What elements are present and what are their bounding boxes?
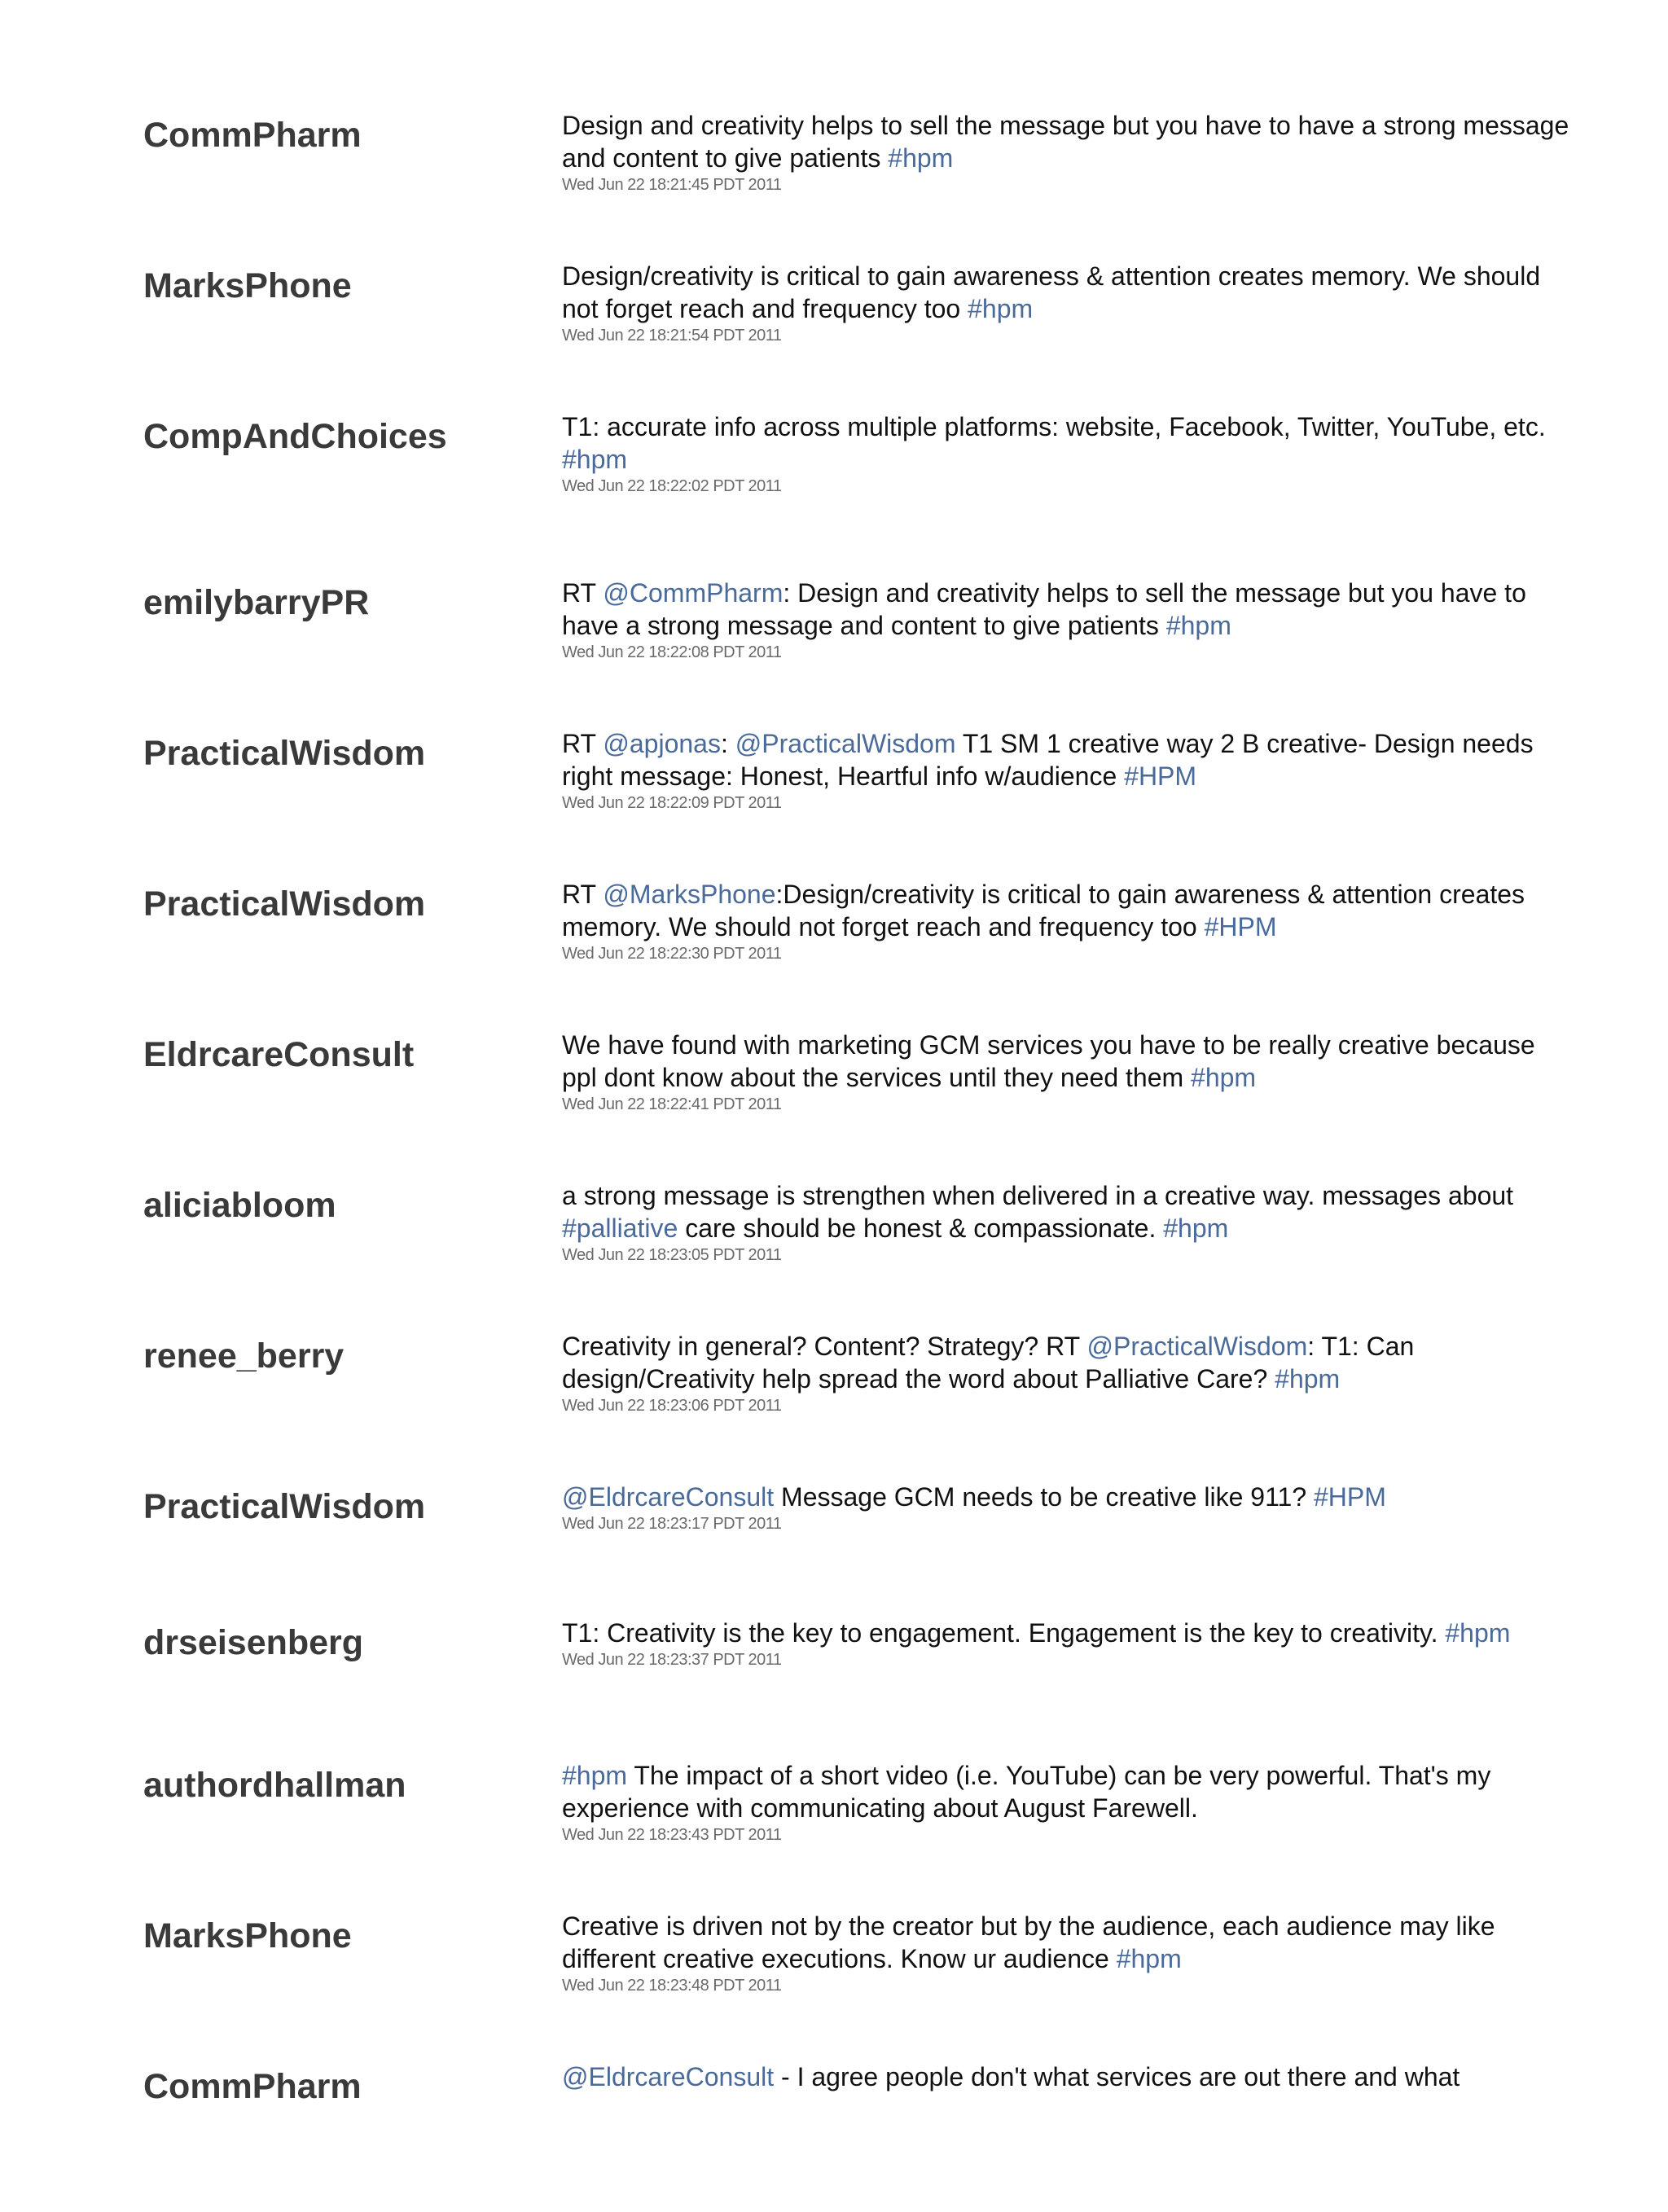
tweet-text-segment: Design/creativity is critical to gain awareness & attention creates memory. We should not forget reach and frequency too xyxy=(562,261,1541,323)
tweet-timestamp: Wed Jun 22 18:23:17 PDT 2011 xyxy=(562,1515,782,1533)
hashtag-link[interactable]: #hpm xyxy=(1191,1063,1257,1092)
tweet-text-segment: RT xyxy=(562,880,604,909)
tweet-row xyxy=(0,1618,1668,1768)
tweet-row xyxy=(0,261,1668,411)
tweet-text xyxy=(562,410,1572,476)
tweet-text-segment: Design and creativity helps to sell the message but you have to have a strong message and content to give patients xyxy=(562,111,1569,173)
tweet-text xyxy=(562,260,1572,325)
hashtag-link[interactable]: #hpm xyxy=(1445,1618,1511,1648)
tweet-body xyxy=(562,1617,1572,1670)
tweet-text xyxy=(562,109,1572,174)
mention-link[interactable]: @MarksPhone xyxy=(603,880,776,909)
tweet-row xyxy=(0,1911,1668,2061)
tweet-text xyxy=(562,577,1572,642)
tweet-text-segment: : xyxy=(720,729,735,758)
tweet-body xyxy=(562,2061,1572,2093)
hashtag-link[interactable]: #hpm xyxy=(1116,1944,1182,1973)
tweet-row xyxy=(0,2062,1668,2212)
tweet-username[interactable]: EldrcareConsult xyxy=(143,1035,415,1074)
tweet-text xyxy=(562,1617,1572,1649)
tweet-text xyxy=(562,878,1572,943)
hashtag-link[interactable]: #hpm xyxy=(1165,611,1231,640)
tweet-row xyxy=(0,1332,1668,1481)
tweet-text-segment: :Design/creativity is critical to gain awareness & attention creates memory. We should not forget reach and frequency too xyxy=(562,880,1525,941)
tweet-username[interactable]: PracticalWisdom xyxy=(143,1487,426,1526)
tweet-timestamp: Wed Jun 22 18:23:48 PDT 2011 xyxy=(562,1977,782,1995)
hashtag-link[interactable]: #palliative xyxy=(562,1214,678,1243)
tweet-text xyxy=(562,1759,1572,1824)
tweet-text-segment: RT xyxy=(562,578,604,608)
tweet-row xyxy=(0,578,1668,728)
tweet-body xyxy=(562,727,1572,814)
mention-link[interactable]: @CommPharm xyxy=(603,578,784,608)
mention-link[interactable]: @EldrcareConsult xyxy=(562,2062,775,2091)
tweet-body xyxy=(562,1481,1572,1534)
tweet-text-segment: a strong message is strengthen when delivered in a creative way. messages about xyxy=(562,1181,1514,1210)
tweet-body xyxy=(562,109,1572,195)
mention-link[interactable]: @PracticalWisdom xyxy=(735,729,956,758)
tweet-row xyxy=(0,1030,1668,1180)
tweet-username[interactable]: drseisenberg xyxy=(143,1623,364,1662)
hashtag-link[interactable]: #hpm xyxy=(1163,1214,1229,1243)
tweet-username[interactable]: authordhallman xyxy=(143,1766,406,1805)
hashtag-link[interactable]: #hpm xyxy=(968,294,1034,323)
tweet-text-segment: T1 SM 1 creative way 2 B creative- Design needs right message: Honest, Heartful info w/audience xyxy=(562,729,1534,791)
hashtag-link[interactable]: #HPM xyxy=(1124,761,1197,791)
tweet-username[interactable]: PracticalWisdom xyxy=(143,734,426,773)
tweet-timestamp: Wed Jun 22 18:21:54 PDT 2011 xyxy=(562,327,782,345)
hashtag-link[interactable]: #HPM xyxy=(1204,912,1277,941)
tweet-body xyxy=(562,410,1572,497)
tweet-row xyxy=(0,111,1668,261)
tweet-body xyxy=(562,1910,1572,1996)
hashtag-link[interactable]: #HPM xyxy=(1314,1482,1386,1512)
tweet-text-segment: Creativity in general? Content? Strategy? RT xyxy=(562,1332,1087,1361)
tweet-row xyxy=(0,729,1668,879)
tweet-body xyxy=(562,878,1572,964)
tweet-username[interactable]: aliciabloom xyxy=(143,1186,336,1225)
tweet-body xyxy=(562,577,1572,663)
tweet-text-segment: T1: Creativity is the key to engagement. Engagement is the key to creativity. xyxy=(562,1618,1446,1648)
tweet-timestamp: Wed Jun 22 18:23:06 PDT 2011 xyxy=(562,1397,782,1415)
tweet-text xyxy=(562,1910,1572,1975)
tweet-text xyxy=(562,1029,1572,1094)
mention-link[interactable]: @apjonas xyxy=(603,729,721,758)
tweet-timestamp: Wed Jun 22 18:23:05 PDT 2011 xyxy=(562,1246,782,1264)
tweet-username[interactable]: renee_berry xyxy=(143,1336,345,1376)
tweet-text-segment: - I agree people don't what services are out there and what xyxy=(774,2062,1460,2091)
tweet-timestamp: Wed Jun 22 18:22:30 PDT 2011 xyxy=(562,945,782,963)
tweet-username[interactable]: PracticalWisdom xyxy=(143,884,426,924)
tweet-row xyxy=(0,880,1668,1029)
tweet-row xyxy=(0,1181,1668,1331)
hashtag-link[interactable]: #hpm xyxy=(562,1761,628,1790)
mention-link[interactable]: @PracticalWisdom xyxy=(1086,1332,1308,1361)
tweet-row xyxy=(0,412,1668,562)
tweet-body xyxy=(562,1759,1572,1846)
mention-link[interactable]: @EldrcareConsult xyxy=(562,1482,775,1512)
tweet-username[interactable]: MarksPhone xyxy=(143,266,352,305)
tweet-text-segment: T1: accurate info across multiple platforms: website, Facebook, Twitter, YouTube, etc. xyxy=(562,412,1546,441)
tweet-text-segment: care should be honest & compassionate. xyxy=(678,1214,1164,1243)
tweet-text-segment: Creative is driven not by the creator but by the audience, each audience may like different creative executions. Know ur audience xyxy=(562,1911,1495,1973)
tweet-body xyxy=(562,1330,1572,1416)
tweet-timestamp: Wed Jun 22 18:23:43 PDT 2011 xyxy=(562,1826,782,1844)
tweet-text-segment: : Design and creativity helps to sell the message but you have to have a strong message and content to give patients xyxy=(562,578,1526,640)
tweet-username[interactable]: CommPharm xyxy=(143,116,362,155)
tweet-text-segment: : T1: Can design/Creativity help spread the word about Palliative Care? xyxy=(562,1332,1415,1393)
tweet-text-segment: RT xyxy=(562,729,604,758)
tweet-text xyxy=(562,1330,1572,1395)
tweet-body xyxy=(562,260,1572,346)
hashtag-link[interactable]: #hpm xyxy=(1275,1364,1341,1393)
hashtag-link[interactable]: #hpm xyxy=(562,445,628,474)
tweet-body xyxy=(562,1179,1572,1266)
tweet-text-segment: We have found with marketing GCM services you have to be really creative because ppl dont know about the services until they need them xyxy=(562,1030,1535,1092)
tweet-text xyxy=(562,1179,1572,1244)
tweet-timestamp: Wed Jun 22 18:22:08 PDT 2011 xyxy=(562,643,782,661)
tweet-timestamp: Wed Jun 22 18:22:09 PDT 2011 xyxy=(562,794,782,812)
tweet-timestamp: Wed Jun 22 18:22:02 PDT 2011 xyxy=(562,477,782,495)
tweet-text xyxy=(562,727,1572,792)
tweet-timestamp: Wed Jun 22 18:22:41 PDT 2011 xyxy=(562,1095,782,1113)
hashtag-link[interactable]: #hpm xyxy=(888,143,954,173)
tweet-text xyxy=(562,2061,1572,2093)
tweet-username[interactable]: CommPharm xyxy=(143,2067,362,2106)
tweet-body xyxy=(562,1029,1572,1115)
tweet-username[interactable]: MarksPhone xyxy=(143,1916,352,1955)
tweet-text-segment: The impact of a short video (i.e. YouTube) can be very powerful. That's my experience with communicating about August Farewell. xyxy=(562,1761,1491,1823)
tweet-row xyxy=(0,1482,1668,1632)
tweet-row xyxy=(0,1761,1668,1911)
tweet-username[interactable]: CompAndChoices xyxy=(143,417,447,456)
tweet-username[interactable]: emilybarryPR xyxy=(143,583,370,622)
tweet-text xyxy=(562,1481,1572,1513)
tweet-text-segment: Message GCM needs to be creative like 911? xyxy=(774,1482,1314,1512)
tweet-timestamp: Wed Jun 22 18:23:37 PDT 2011 xyxy=(562,1651,782,1669)
tweet-timestamp: Wed Jun 22 18:21:45 PDT 2011 xyxy=(562,176,782,194)
